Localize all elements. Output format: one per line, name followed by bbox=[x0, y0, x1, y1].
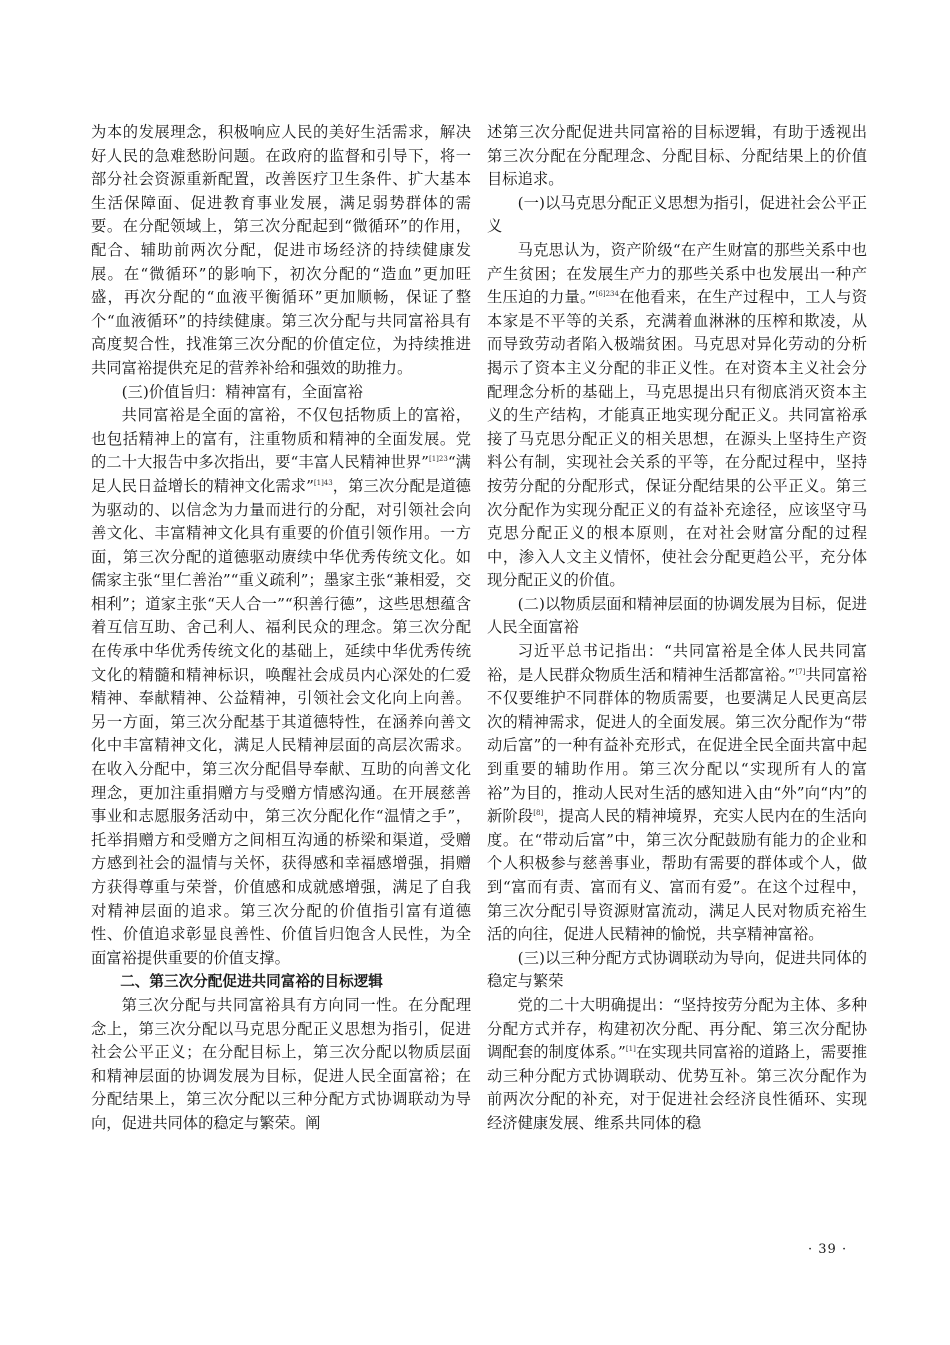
paragraph: 党的二十大明确提出：“坚持按劳分配为主体、多种分配方式并存，构建初次分配、再分配、第三次分配协调配套的制度体系。”[1]在实现共同富裕的道路上，需要推动三种分配方式协调联动、优势互补。第三次分配作为前两次分配的补充，对于促进社会经济良性循环、实现经济健康发展、维系共同体的稳 bbox=[487, 995, 867, 1132]
page-number: · 39 · bbox=[808, 1242, 848, 1257]
left-column bbox=[91, 121, 471, 1136]
subsection-title: (一)以马克思分配正义思想为指引，促进社会公平正义 bbox=[487, 193, 867, 236]
subsection-title: (三)以三种分配方式协调联动为导向，促进共同体的稳定与繁荣 bbox=[487, 948, 867, 991]
citation: [1]23 bbox=[428, 455, 448, 464]
subsection-title: (二)以物质层面和精神层面的协调发展为目标，促进人民全面富裕 bbox=[487, 594, 867, 637]
paragraph: 共同富裕是全面的富裕，不仅包括物质上的富裕，也包括精神上的富有，注重物质和精神的全面发展。党的二十大报告中多次指出，要“丰富人民精神世界”$^{[1]23}$“满足人民日益增长的精神文化需求”$^{[1]43}$，第三次分配是道德为驱动的、以信念为力量而进行的分配，对引领社会向善文化、丰富精神文化具有重要的价值引领作用。一方面，第三次分配的道德驱动赓续中华优秀传统文化。如儒家主张“里仁善治”“重义疏利”；墨家主张“兼相爱，交相利”；道家主张“天人合一”“积善行德”，这些思想蕴含着互信互助、舍己利人、福利民众的理念。第三次分配在传承中华优秀传统文化的基础上，延续中华优秀传统文化的精髓和精神标识，唤醒社会成员内心深处的仁爱精神、奉献精神、公益精神，引领社会文化向上向善。另一方面，第三次分配基于其道德特性，在涵养向善文化中丰富精神文化，满足人民精神层面的高层次需求。在收入分配中，第三次分配倡导奉献、互助的向善文化理念，更加注重捐赠方与受赠方情感沟通。在开展慈善事业和志愿服务活动中，第三次分配化作“温情之手”，托举捐赠方和受赠方之间相互沟通的桥梁和渠道，受赠方感到社会的温情与关怀，获得感和幸福感增强，捐赠方获得尊重与荣誉，价值感和成就感增强，满足了自我对精神层面的追求。第三次分配的价值指引富有道德性、价值追求彰显良善性、价值旨归饱含人民性，为全面富裕提供重要的价值支撑。 bbox=[91, 406, 471, 967]
section-title: 二、第三次分配促进共同富裕的目标逻辑 bbox=[120, 973, 383, 991]
paragraph: 马克思认为，资产阶级“在产生财富的那些关系中也产生贫困；在发展生产力的那些关系中也发展出一种产生压迫的力量。”$^{[6]234}$在他看来，在生产过程中，工人与资本家是不平等的关系，充满着血淋淋的压榨和欺凌，从而导致劳动者陷入极端贫困。马克思对异化劳动的分析揭示了资本主义分配的非正义性。在对资本主义社会分配理念分析的基础上，马克思提出只有彻底消灭资本主义的生产结构，才能真正地实现分配正义。共同富裕承接了马克思分配正义的相关思想，在源头上坚持生产资料公有制，实现社会关系的平等，在分配过程中，坚持按劳分配的分配形式，保证分配结果的公平正义。第三次分配作为实现分配正义的有益补充途径，应该坚守马克思分配正义的根本原则，在对社会财富分配的过程中，渗入人文主义情怀，使社会分配更趋公平，充分体现分配正义的价值。 bbox=[487, 240, 867, 590]
citation: [7] bbox=[795, 667, 806, 676]
paragraph: 为本的发展理念，积极响应人民的美好生活需求，解决好人民的急难愁盼问题。在政府的监督和引导下，将一部分社会资源重新配置，改善医疗卫生条件、扩大基本生活保障面、促进教育事业发展，满足弱势群体的需要。在分配领域上，第三次分配起到“微循环”的作用，配合、辅助前两次分配，促进市场经济的持续健康发展。在“微循环”的影响下，初次分配的“造血”更加旺盛，再次分配的“血液平衡循环”更加顺畅，保证了整个“血液循环”的持续健康。第三次分配与共同富裕具有高度契合性，找准第三次分配的价值定位，为持续推进共同富裕提供充足的营养补给和强效的助推力。 bbox=[91, 123, 471, 377]
citation: [1]43 bbox=[313, 478, 333, 487]
paragraph: 第三次分配与共同富裕具有方向同一性。在分配理念上，第三次分配以马克思分配正义思想为指引，促进社会公平正义；在分配目标上，第三次分配以物质层面和精神层面的协调发展为目标，促进人民全面富裕；在分配结果上，第三次分配以三种分配方式协调联动为导向，促进共同体的稳定与繁荣。阐 bbox=[91, 995, 471, 1132]
paragraph: 习近平总书记指出：“共同富裕是全体人民共同富裕，是人民群众物质生活和精神生活都富裕。”[7]共同富裕不仅要维护不同群体的物质需要，也要满足人民更高层次的精神需求，促进人的全面发展。第三次分配作为“带动后富”的一种有益补充形式，在促进全民全面共富中起到重要的辅助作用。第三次分配以“实现所有人的富裕”为目的，推动人民对生活的感知进入由“外”向“内”的新阶段[8]，提高人民的精神境界，充实人民内在的生活向度。在“带动后富”中，第三次分配鼓励有能力的企业和个人积极参与慈善事业，帮助有需要的群体或个人，做到“富而有责、富而有义、富而有爱”。在这个过程中，第三次分配引导资源财富流动，满足人民对物质充裕生活的向往，促进人民精神的愉悦，共享精神富裕。 bbox=[487, 642, 867, 944]
citation: [1] bbox=[625, 1045, 636, 1054]
subsection-title: (三)价值旨归：精神富有，全面富裕 bbox=[121, 382, 363, 401]
right-column bbox=[487, 121, 867, 1136]
citation: [8] bbox=[533, 809, 544, 818]
citation: [6]234 bbox=[595, 290, 619, 299]
paragraph: 述第三次分配促进共同富裕的目标逻辑，有助于透视出第三次分配在分配理念、分配目标、分配结果上的价值目标追求。 bbox=[487, 123, 867, 189]
